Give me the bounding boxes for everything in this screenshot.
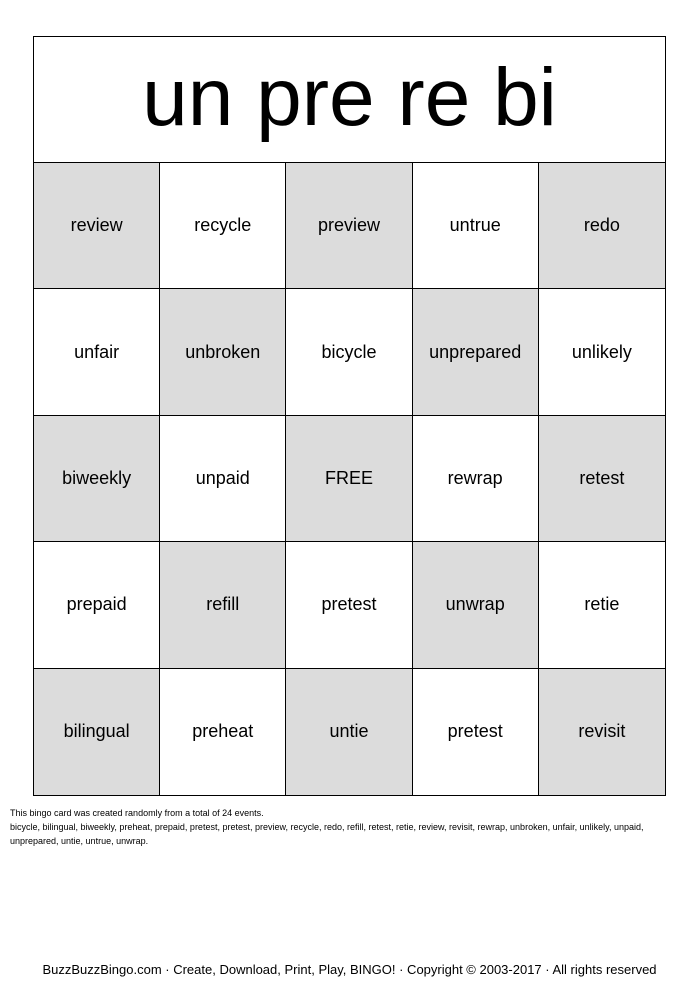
card-note <box>10 806 690 848</box>
bingo-cell: preview <box>286 163 412 289</box>
bingo-cell: retie <box>539 542 665 668</box>
bingo-cell: redo <box>539 163 665 289</box>
bingo-cell: unlikely <box>539 289 665 415</box>
bingo-cell: FREE <box>286 416 412 542</box>
bingo-cell: biweekly <box>34 416 160 542</box>
bingo-cell: bilingual <box>34 669 160 795</box>
bingo-cell: retest <box>539 416 665 542</box>
bingo-cell: recycle <box>160 163 286 289</box>
bingo-cell: pretest <box>413 669 539 795</box>
bingo-cell: revisit <box>539 669 665 795</box>
bingo-cell: bicycle <box>286 289 412 415</box>
bingo-cell: rewrap <box>413 416 539 542</box>
footer-text: BuzzBuzzBingo.com · Create, Download, Print, Play, BINGO! · Copyright © 2003-2017 · All rights reserved <box>42 962 657 977</box>
bingo-cell: unpaid <box>160 416 286 542</box>
bingo-cell: unwrap <box>413 542 539 668</box>
bingo-cell: prepaid <box>34 542 160 668</box>
bingo-cell: unprepared <box>413 289 539 415</box>
bingo-card <box>33 36 666 796</box>
bingo-grid <box>34 163 665 795</box>
bingo-cell: refill <box>160 542 286 668</box>
bingo-cell: unbroken <box>160 289 286 415</box>
bingo-cell: untie <box>286 669 412 795</box>
bingo-cell: review <box>34 163 160 289</box>
bingo-cell: pretest <box>286 542 412 668</box>
bingo-cell: preheat <box>160 669 286 795</box>
card-title: un pre re bi <box>34 37 665 163</box>
bingo-cell: unfair <box>34 289 160 415</box>
note-word-list: bicycle, bilingual, biweekly, preheat, prepaid, pretest, pretest, preview, recycle, redo, refill, retest, retie, review, revisit, rewrap, unbroken, unfair, unlikely, unpaid, unprepared, untie, untrue, unwrap. <box>10 822 644 846</box>
note-summary: This bingo card was created randomly from a total of 24 events. <box>10 808 264 818</box>
bingo-cell: untrue <box>413 163 539 289</box>
